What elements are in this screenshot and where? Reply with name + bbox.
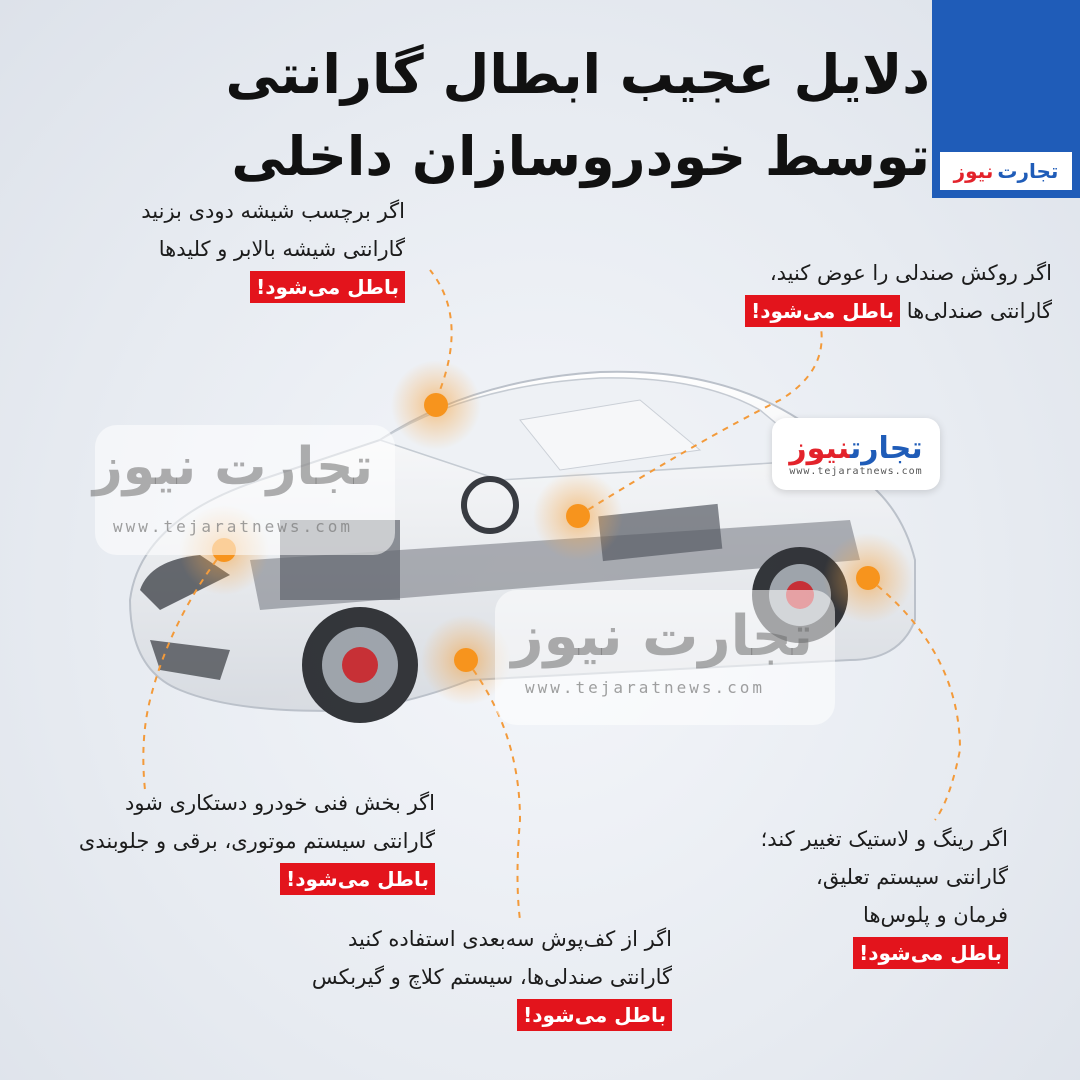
note-tint: اگر برچسب شیشه دودی بزنید گارانتی شیشه بالابر و کلیدها باطل می‌شود! bbox=[141, 192, 405, 306]
note-technical: اگر بخش فنی خودرو دستکاری شود گارانتی سیستم موتوری، برقی و جلوبندی باطل می‌شود! bbox=[79, 784, 435, 898]
void-badge: باطل می‌شود! bbox=[250, 271, 405, 303]
void-badge: باطل می‌شود! bbox=[745, 295, 900, 327]
void-badge: باطل می‌شود! bbox=[517, 999, 672, 1031]
brand-logo-card: تجارتنیوز www.tejaratnews.com bbox=[772, 418, 940, 490]
note-wheels: اگر رینگ و لاستیک تغییر کند؛ گارانتی سیستم تعلیق، فرمان و پلوس‌ها باطل می‌شود! bbox=[761, 820, 1008, 972]
title-line-1: دلایل عجیب ابطال گارانتی bbox=[225, 43, 930, 106]
watermark-left: تجارت نیوز www.tejaratnews.com bbox=[95, 425, 395, 555]
note-seatcover: اگر روکش صندلی را عوض کنید، گارانتی صندلی‌ها باطل می‌شود! bbox=[745, 254, 1052, 330]
void-badge: باطل می‌شود! bbox=[280, 863, 435, 895]
title-line-2: توسط خودروسازان داخلی bbox=[231, 125, 930, 188]
watermark-center: تجارت نیوز www.tejaratnews.com bbox=[495, 590, 835, 725]
note-floormat: اگر از کف‌پوش سه‌بعدی استفاده کنید گارانتی صندلی‌ها، سیستم کلاچ و گیربکس باطل می‌شود! bbox=[312, 920, 672, 1034]
brand-logo: تجارت نیوز bbox=[940, 152, 1072, 190]
void-badge: باطل می‌شود! bbox=[853, 937, 1008, 969]
